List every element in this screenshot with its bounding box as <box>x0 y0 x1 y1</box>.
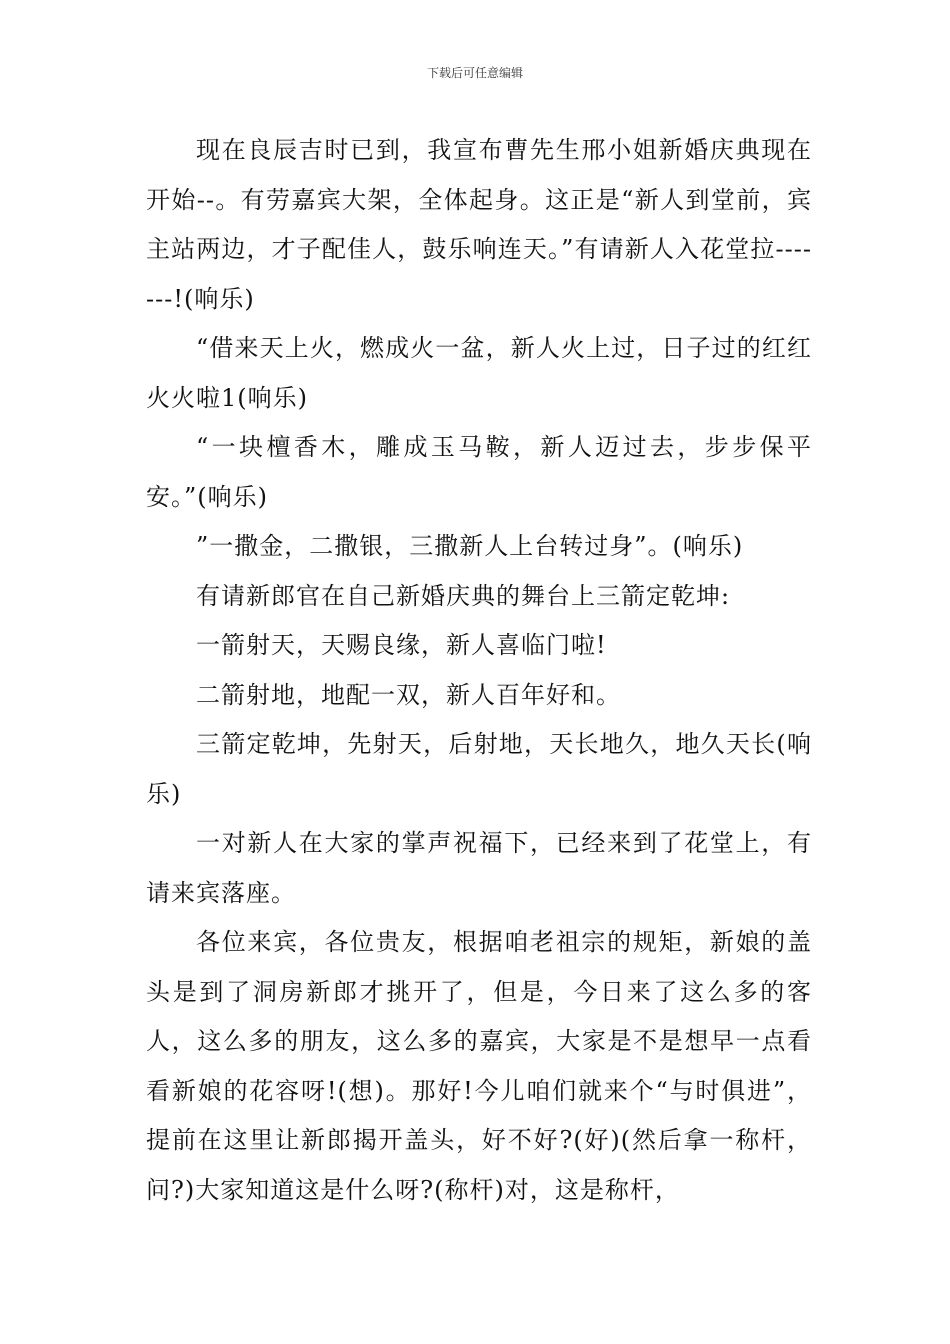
paragraph: 现在良辰吉时已到，我宣布曹先生邢小姐新婚庆典现在开始--。有劳嘉宾大架，全体起身。这正是“新人到堂前，宾主站两边，才子配佳人，鼓乐响连天。”有请新人入花堂拉-------!(响乐) <box>146 136 812 313</box>
paragraph: 二箭射地，地配一双，新人百年好和。 <box>196 680 621 709</box>
paragraph: 有请新郎官在自己新婚庆典的舞台上三箭定乾坤: <box>196 581 731 610</box>
page-header-note: 下载后可任意编辑 <box>426 66 523 80</box>
paragraph: 三箭定乾坤，先射天，后射地，天长地久，地久天长(响乐) <box>146 730 812 808</box>
paragraph: 一箭射天，天赐良缘，新人喜临门啦! <box>196 631 607 659</box>
paragraph: “借来天上火，燃成火一盆，新人火上过，日子过的红红火火啦1(响乐) <box>146 334 812 412</box>
document-body <box>146 126 812 1215</box>
paragraph: 一对新人在大家的掌声祝福下，已经来到了花堂上，有请来宾落座。 <box>146 829 812 907</box>
paragraph: ”一撒金，二撒银，三撒新人上台转过身”。(响乐) <box>196 532 744 560</box>
paragraph: 各位来宾，各位贵友，根据咱老祖宗的规矩，新娘的盖头是到了洞房新郎才挑开了，但是，今日来了这么多的客人，这么多的朋友，这么多的嘉宾，大家是不是想早一点看看新娘的花容呀!(想)。那好!今儿咱们就来个“与时俱进”，提前在这里让新郎揭开盖头，好不好?(好)(然后拿一称杆，问?)大家知道这是什么呀?(称杆)对，这是称杆， <box>146 928 812 1204</box>
paragraph: “一块檀香木，雕成玉马鞍，新人迈过去，步步保平安。”(响乐) <box>146 433 812 511</box>
